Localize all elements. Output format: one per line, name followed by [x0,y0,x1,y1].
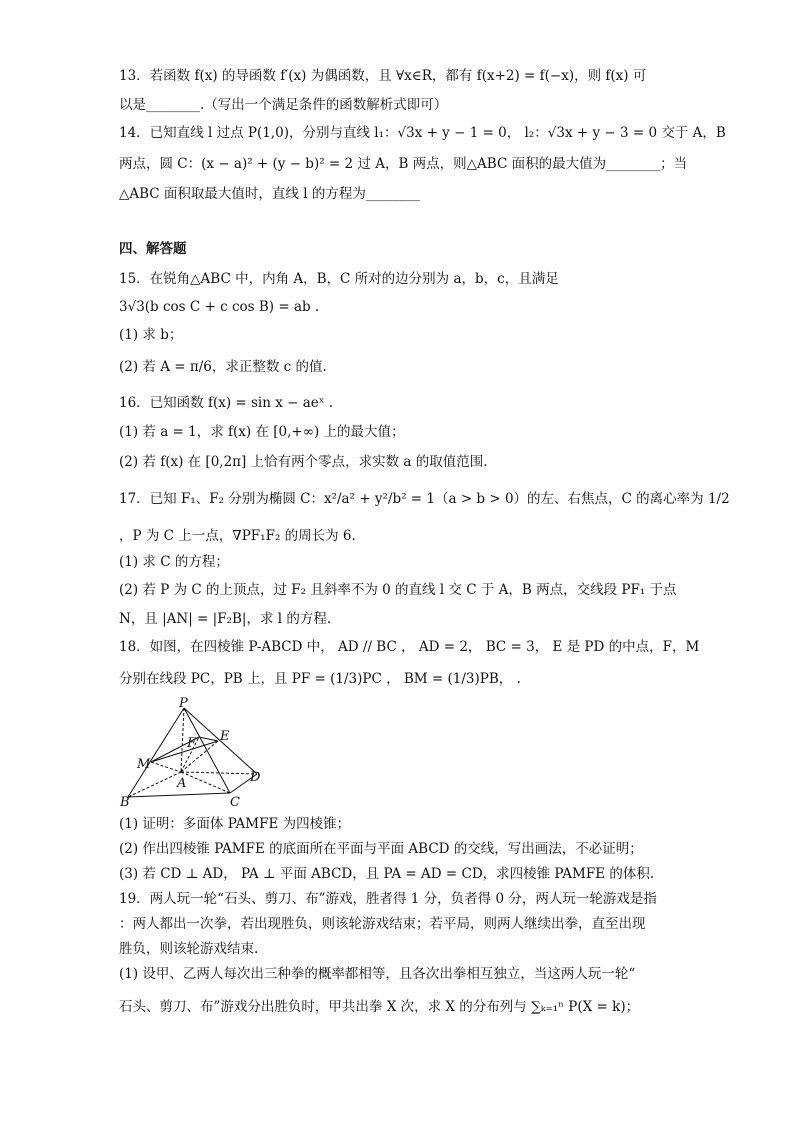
text-line-q18c: (1) 证明：多面体 PAMFE 为四棱锥； [119,816,351,832]
pyramid-figure [117,696,267,810]
text-line-q17b: ，P 为 C 上一点，∇PF₁F₂ 的周长为 6. [119,528,356,544]
text-line-q19a: 19．两人玩一轮“石头、剪刀、布”游戏，胜者得 1 分，负者得 0 分，两人玩一轮游戏是指 [119,891,657,907]
text-line-q16a: 16．已知函数 f(x) = sin x − aeˣ . [119,395,334,411]
text-line-q16b: (1) 若 a = 1，求 f(x) 在 [0,+∞) 上的最大值； [119,424,405,440]
text-line-q14a: 14．已知直线 l 过点 P(1,0)，分别与直线 l₁：√3x + y − 1 = 0， l₂：√3x + y − 3 = 0 交于 A，B [119,125,726,141]
vertex-label-P: P [179,696,188,711]
text-line-q19d: (1) 设甲、乙两人每次出三种拳的概率都相等，且各次出拳相互独立，当这两人玩一轮“ [119,966,636,982]
vertex-label-D: D [250,770,261,785]
text-line-q17c: (1) 求 C 的方程； [119,554,229,570]
text-line-q17e: N，且 |AN| = |F₂B|，求 l 的方程. [119,611,332,627]
text-line-q13a: 13．若函数 f(x) 的导函数 f′(x) 为偶函数，且 ∀x∈R，都有 f(x+2) = f(−x)，则 f(x) 可 [119,68,647,84]
vertex-label-M: M [137,757,151,772]
text-line-q13b: 以是________.（写出一个满足条件的函数解析式即可） [119,97,448,113]
edge-BC [128,793,230,797]
text-line-q17a: 17．已知 F₁、F₂ 分别为椭圆 C：x²/a² + y²/b² = 1（a > b > 0）的左、右焦点，C 的离心率为 1/2 [119,491,730,507]
text-line-q18d: (2) 作出四棱锥 PAMFE 的底面所在平面与平面 ABCD 的交线，写出画法，不必证明； [119,841,643,857]
vertex-label-B: B [120,795,130,810]
text-line-q15a: 15．在锐角△ABC 中，内角 A，B，C 所对的边分别为 a，b，c，且满足 [119,271,559,287]
text-line-q19b: ：两人都出一次拳，若出现胜负，则该轮游戏结束；若平局，则两人继续出拳，直至出现 [119,916,646,932]
text-line-sec4: 四、解答题 [119,241,187,257]
text-line-q19c: 胜负，则该轮游戏结束. [119,941,259,957]
text-line-q14b: 两点，圆 C：(x − a)² + (y − b)² = 2 过 A，B 两点，则△ABC 面积的最大值为________；当 [119,156,688,172]
pyramid-diagram [117,696,267,810]
text-line-q15c: (1) 求 b； [119,327,183,343]
edge-MA [151,762,181,772]
vertex-label-E: E [220,729,230,744]
edge-PA [181,708,184,772]
text-line-q17d: (2) 若 P 为 C 的上顶点，过 F₂ 且斜率不为 0 的直线 l 交 C 于 A，B 两点，交线段 PF₁ 于点 [119,582,677,598]
text-line-q15d: (2) 若 A = π/6，求正整数 c 的值. [119,359,327,375]
text-line-q18a: 18．如图，在四棱锥 P-ABCD 中， AD // BC ， AD = 2， BC = 3， E 是 PD 的中点，F，M [119,639,700,655]
vertex-label-A: A [177,776,187,791]
text-line-q18b: 分别在线段 PC，PB 上，且 PF = (1/3)PC ， BM = (1/3)PB， . [119,671,521,687]
text-line-q14c: △ABC 面积取最大值时，直线 l 的方程为________ [119,186,420,202]
vertex-label-C: C [230,795,240,810]
vertex-label-F: F [187,736,197,751]
text-line-q15b: 3√3(b cos C + c cos B) = ab . [119,299,320,315]
edge-AC [181,772,230,793]
text-line-q16c: (2) 若 f(x) 在 [0,2π] 上恰有两个零点，求实数 a 的取值范围. [119,454,488,470]
text-line-q18e: (3) 若 CD ⊥ AD， PA ⊥ 平面 ABCD，且 PA = AD = CD，求四棱锥 PAMFE 的体积. [119,866,655,882]
text-line-q19e: 石头、剪刀、布”游戏分出胜负时，甲共出拳 X 次，求 X 的分布列与 ∑ₖ₌₁ⁿ P(X = k)； [119,999,640,1015]
